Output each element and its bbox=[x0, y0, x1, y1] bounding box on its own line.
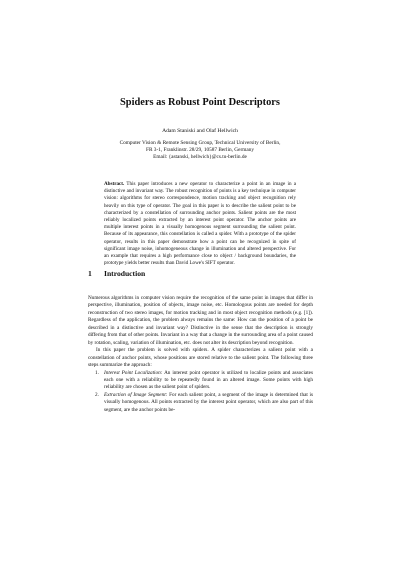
body-paragraph: Numerous algorithms in computer vision require the recognition of the same point in images that differ in perspective, illumination, position of objects, image noise, etc. Homologous points are needed for depth reconstruction of two stereo images, for motion tracking and in most object recognition methods (e.g. [1]). Regardless of the application, the problem always remains the same: How can the position of a point be described in a distinctive and invariant way? Distinctive in the sense that the description is strongly differing from that of other points. Invariant in a way that a change in the surrounding area of a point caused by rotation, scaling, variation of illumination, etc. does not alter its description beyond recognition. bbox=[88, 295, 313, 346]
section-number: 1 bbox=[88, 269, 92, 278]
list-item bbox=[88, 370, 313, 392]
section-heading bbox=[88, 269, 145, 278]
steps-list bbox=[88, 370, 313, 415]
abstract bbox=[104, 181, 296, 267]
list-item-number: 2. bbox=[95, 391, 99, 398]
affiliation-email: Email: {astanski, hellwich}@cs.tu-berlin.de bbox=[153, 154, 247, 161]
list-item-heading: Extraction of Image Segment: bbox=[104, 391, 168, 398]
affiliation-line: Computer Vision & Remote Sensing Group, Technical University of Berlin, bbox=[119, 140, 281, 146]
abstract-text: This paper introduces a new operator to characterize a point in an image in a distinctive and invariant way. The robust recognition of points is a key technique in computer vision: algorithms for stereo correspondence, motion tracking and object recognition rely heavily on this type of operator. The goal in this paper is to describe the salient point to be characterized by a constellation of surrounding anchor points. Salient points are the most reliably localized points extracted by an interest point operator. The anchor points are multiple interest points in a visually homogenous segment surrounding the salient point. Because of its appearance, this constellation is called a spider. With a prototype of the spider operator, results in this paper demonstrate how a point can be recognized in spite of significant image noise, inhomogeneous change in illumination and altered perspective. For an example that requires a high performance close to object / background boundaries, the prototype yields better results than David Lowe's SIFT operator. bbox=[104, 181, 297, 267]
abstract-label: Abstract. bbox=[104, 181, 125, 187]
paper-authors: Adam Staniski and Olaf Hellwich bbox=[162, 128, 238, 134]
section-title: Introduction bbox=[104, 269, 146, 278]
paper-title: Spiders as Robust Point Descriptors bbox=[120, 97, 280, 108]
list-item bbox=[88, 392, 313, 414]
affiliation-line: FR 3-1, Franklinstr. 28/29, 10587 Berlin, Germany bbox=[146, 147, 254, 154]
body-paragraph: In this paper the problem is solved with spiders. A spider characterizes a salient point with a constellation of anchor points, whose positions are stored relative to the salient point. The following three steps summarize the approach: bbox=[88, 347, 313, 369]
list-item-heading: Interest Point Localization: bbox=[104, 369, 163, 376]
list-item-text: An interest point operator is utilized to localize points and associates each one with a reliability to be repeatedly found in an altered image. Some points with high reliability are chosen as the salient point of spiders. bbox=[104, 369, 313, 391]
affiliation bbox=[0, 140, 400, 162]
list-item-text: For each salient point, a segment of the image is determined that is visually homogenous. All points extracted by the interest point operator, which are also part of this segment, are the anchor points be- bbox=[104, 391, 314, 413]
section-body bbox=[88, 295, 313, 414]
list-item-number: 1. bbox=[95, 369, 99, 376]
